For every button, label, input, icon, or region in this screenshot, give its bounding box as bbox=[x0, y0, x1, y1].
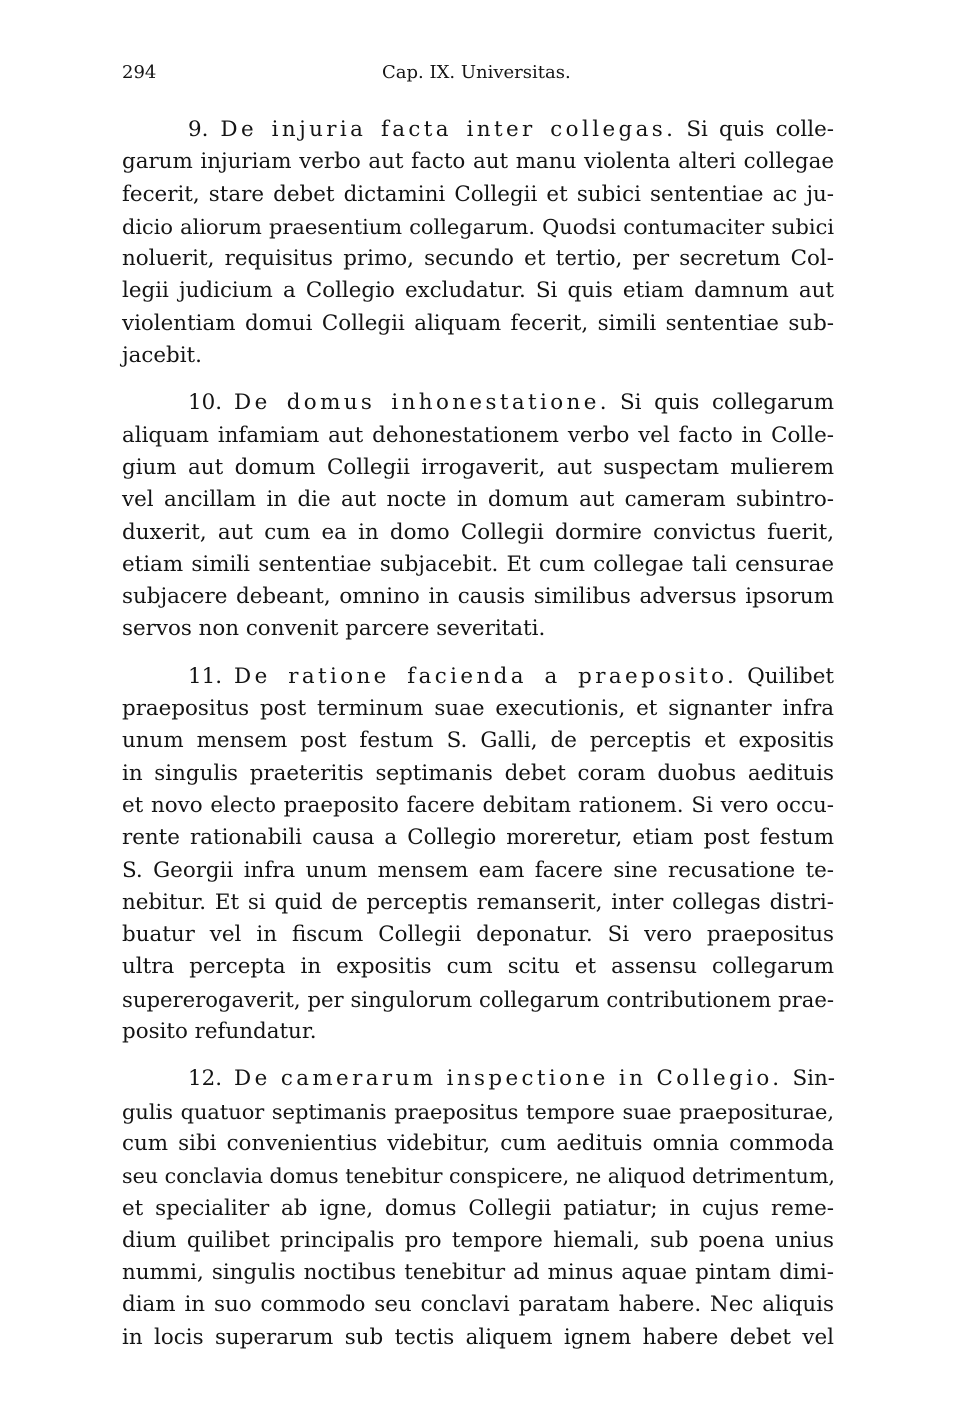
text-run: Si quis colle- bbox=[686, 117, 835, 142]
text-line: rente rationabili causa a Collegio moreretur, etiam post festum bbox=[122, 825, 834, 851]
section-number: 10. bbox=[188, 390, 223, 416]
page-header bbox=[122, 62, 834, 88]
text-line: in locis superarum sub tectis aliquem ignem habere debet vel bbox=[122, 1324, 834, 1350]
text-line: et novo electo praeposito facere debitam rationem. Si vero occu- bbox=[122, 792, 834, 818]
text-line: gulis quatuor septimanis praepositus tempore suae praepositurae, bbox=[122, 1099, 834, 1124]
body-text bbox=[122, 114, 834, 1369]
text-line: dium quilibet principalis pro tempore hiemali, sub poena unius bbox=[122, 1227, 834, 1253]
running-title: Cap. IX. Universitas. bbox=[382, 62, 571, 83]
text-line: seu conclavia domus tenebitur conspicere, ne aliquod detrimentum, bbox=[122, 1164, 835, 1189]
text-line: etiam simili sententiae subjacebit. Et cum collegae tali censurae bbox=[122, 551, 834, 577]
section-heading: De domus inhonestatione. bbox=[234, 390, 610, 416]
text-line: garum injuriam verbo aut facto aut manu violenta alteri collegae bbox=[122, 149, 834, 175]
text-line: nebitur. Et si quid de perceptis remanserit, inter collegas distri- bbox=[122, 889, 834, 915]
section-heading: De injuria facta inter collegas. bbox=[220, 117, 677, 142]
section-number: 12. bbox=[188, 1066, 223, 1092]
section-heading: De ratione facienda a praeposito. bbox=[234, 663, 738, 689]
text-line: gium aut domum Collegii irrogaverit, aut suspectam mulierem bbox=[122, 454, 834, 480]
text-line: servos non convenit parcere severitati. bbox=[122, 616, 546, 642]
text-run: Sin- bbox=[792, 1066, 835, 1092]
paragraph-11 bbox=[122, 661, 834, 1049]
text-line: praepositus post terminum suae executionis, et signanter infra bbox=[122, 696, 834, 722]
text-line: jacebit. bbox=[122, 343, 202, 369]
text-line: violentiam domui Collegii aliquam fecerit, simili sententiae sub- bbox=[122, 310, 834, 336]
paragraph-first-line bbox=[122, 114, 834, 146]
text-line: noluerit, requisitus primo, secundo et tertio, per secretum Col- bbox=[122, 246, 834, 272]
text-line: ultra percepta in expositis cum scitu et assensu collegarum bbox=[122, 954, 834, 980]
paragraph-first-line bbox=[122, 1063, 834, 1095]
paragraph-first-line bbox=[122, 387, 834, 419]
paragraph-12 bbox=[122, 1063, 834, 1354]
text-line: dicio aliorum praesentium collegarum. Quodsi contumaciter subici bbox=[122, 214, 834, 239]
text-line: unum mensem post festum S. Galli, de perceptis et expositis bbox=[122, 728, 834, 754]
text-line: in singulis praeteritis septimanis debet coram duobus aedituis bbox=[122, 760, 834, 786]
text-line: diam in suo commodo seu conclavi paratam habere. Nec aliquis bbox=[122, 1292, 834, 1318]
paragraph-first-line bbox=[122, 661, 834, 693]
text-line: cum sibi convenientius videbitur, cum aedituis omnia commoda bbox=[122, 1130, 834, 1156]
text-line: posito refundatur. bbox=[122, 1019, 317, 1045]
text-line: buatur vel in fiscum Collegii deponatur. Si vero praepositus bbox=[122, 922, 834, 948]
text-line: supererogaverit, per singulorum collegarum contributionem prae- bbox=[122, 986, 834, 1012]
text-line: et specialiter ab igne, domus Collegii patiatur; in cujus reme- bbox=[122, 1195, 834, 1221]
paragraph-10 bbox=[122, 387, 834, 645]
text-run: Quilibet bbox=[747, 663, 834, 689]
text-line: nummi, singulis noctibus tenebitur ad minus aquae pintam dimi- bbox=[122, 1260, 834, 1286]
section-number: 11. bbox=[188, 663, 223, 689]
paragraph-9 bbox=[122, 114, 834, 372]
text-line: legii judicium a Collegio excludatur. Si quis etiam damnum aut bbox=[122, 278, 834, 304]
text-line: subjacere debeant, omnino in causis similibus adversus ipsorum bbox=[122, 584, 834, 610]
text-line: aliquam infamiam aut dehonestationem verbo vel facto in Colle- bbox=[122, 422, 834, 448]
section-number: 9. bbox=[188, 117, 209, 142]
text-line: duxerit, aut cum ea in domo Collegii dormire convictus fuerit, bbox=[122, 519, 834, 545]
text-line: fecerit, stare debet dictamini Collegii et subici sententiae ac ju- bbox=[122, 181, 834, 207]
text-line: S. Georgii infra unum mensem eam facere sine recusatione te- bbox=[122, 857, 834, 883]
text-line: vel ancillam in die aut nocte in domum aut cameram subintro- bbox=[122, 487, 834, 513]
text-run: Si quis collegarum bbox=[619, 390, 834, 416]
page-number: 294 bbox=[122, 62, 157, 83]
section-heading: De camerarum inspectione in Collegio. bbox=[234, 1066, 783, 1092]
